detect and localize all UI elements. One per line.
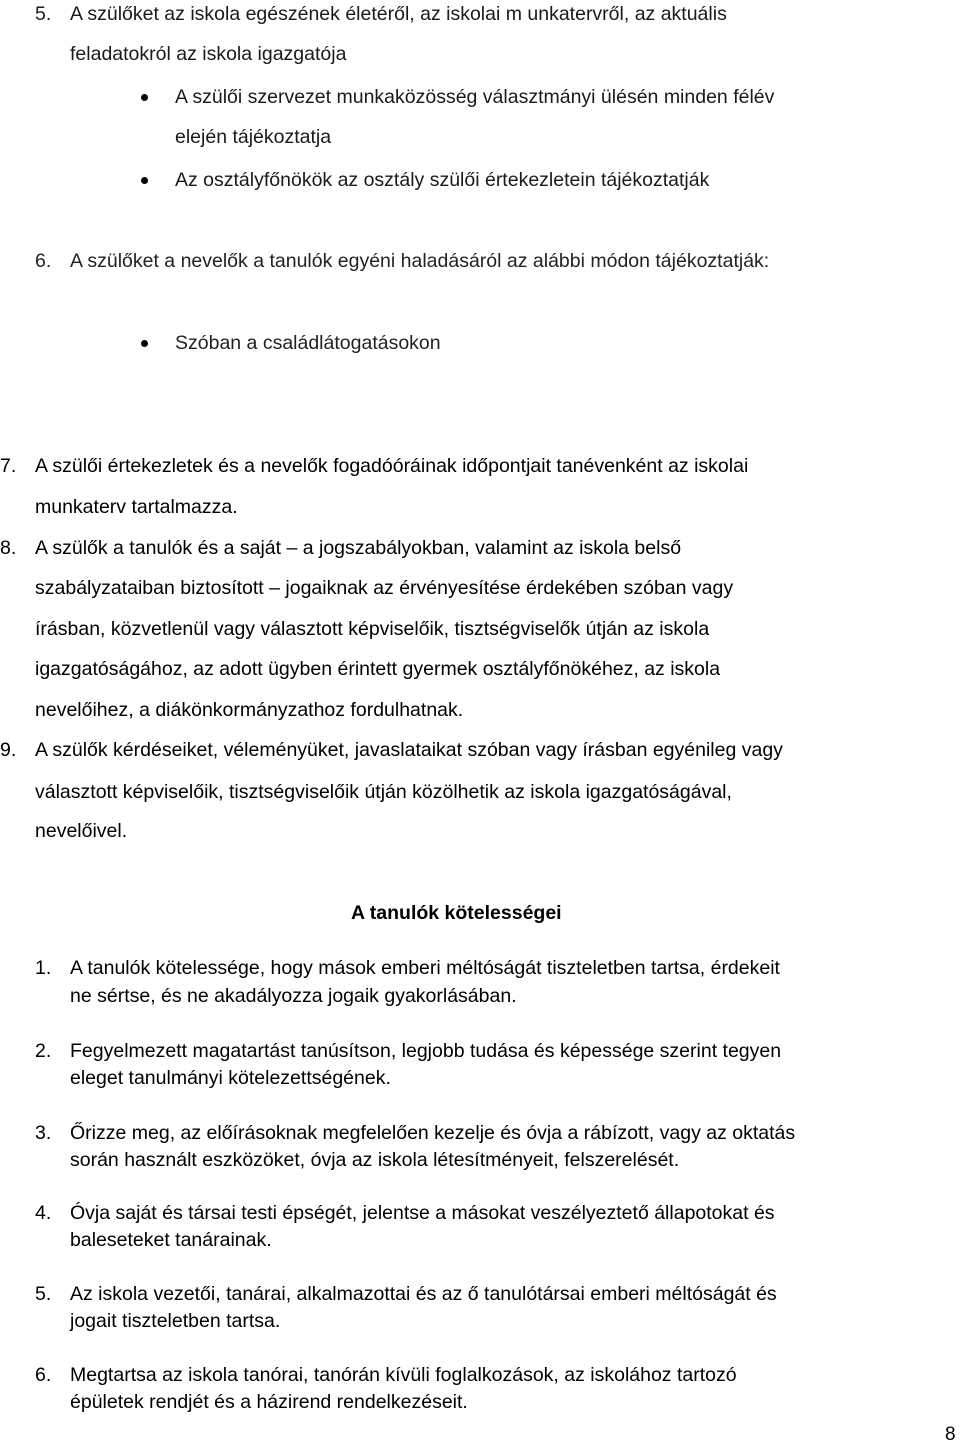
section-6-number: 6. <box>35 250 52 272</box>
duty-4-number: 4. <box>35 1202 52 1224</box>
duty-3-line-2: során használt eszközöket, óvja az iskola létesítményeit, felszerelését. <box>70 1149 680 1171</box>
duty-1-line-2: ne sértse, és ne akadályozza jogaik gyakorlásában. <box>70 985 517 1007</box>
section-8-number: 8. <box>0 537 17 559</box>
duty-2-line-2: eleget tanulmányi kötelezettségének. <box>70 1067 391 1089</box>
section-5-line-1: A szülőket az iskola egészének életéről, az iskolai m unkatervről, az aktuális <box>70 3 727 25</box>
section-8-line-4: igazgatóságához, az adott ügyben érintett gyermek osztályfőnökéhez, az iskola <box>35 658 721 680</box>
section-5-line-2: feladatokról az iskola igazgatója <box>70 43 347 65</box>
bullet-icon <box>141 177 148 184</box>
section-heading: A tanulók kötelességei <box>351 902 562 924</box>
duty-2-number: 2. <box>35 1040 52 1062</box>
section-7-line-2: munkaterv tartalmazza. <box>35 496 238 518</box>
duty-3-line-1: Őrizze meg, az előírásoknak megfelelően kezelje és óvja a rábízott, vagy az oktatás <box>70 1122 796 1144</box>
duty-5-line-1: Az iskola vezetői, tanárai, alkalmazottai és az ő tanulótársai emberi méltóságát és <box>70 1283 777 1305</box>
section-6-line-1: A szülőket a nevelők a tanulók egyéni haladásáról az alábbi módon tájékoztatják: <box>70 250 770 272</box>
section-9-line-1: A szülők kérdéseiket, véleményüket, javaslataikat szóban vagy írásban egyénileg vagy <box>35 739 783 761</box>
duty-2-line-1: Fegyelmezett magatartást tanúsítson, legjobb tudása és képessége szerint tegyen <box>70 1040 782 1062</box>
section-8-line-5: nevelőihez, a diákönkormányzathoz fordulhatnak. <box>35 699 464 721</box>
duty-6-line-1: Megtartsa az iskola tanórai, tanórán kívüli foglalkozások, az iskolához tartozó <box>70 1364 737 1386</box>
duty-5-line-2: jogait tiszteletben tartsa. <box>70 1310 281 1332</box>
duty-3-number: 3. <box>35 1122 52 1144</box>
section-5-bullet-2: Az osztályfőnökök az osztály szülői értekezletein tájékoztatják <box>175 169 710 191</box>
section-8-line-3: írásban, közvetlenül vagy választott képviselőik, tisztségviselők útján az iskola <box>35 618 710 640</box>
page-number: 8 <box>945 1424 956 1445</box>
duty-1-number: 1. <box>35 957 52 979</box>
section-5-number: 5. <box>35 3 52 25</box>
section-7-line-1: A szülői értekezletek és a nevelők fogadóóráinak időpontjait tanévenként az iskolai <box>35 455 749 477</box>
section-5-bullet-1-line-2: elején tájékoztatja <box>175 126 332 148</box>
duty-5-number: 5. <box>35 1283 52 1305</box>
duty-4-line-1: Óvja saját és társai testi épségét, jelentse a másokat veszélyeztető állapotokat és <box>70 1202 775 1224</box>
section-9-number: 9. <box>0 739 17 761</box>
bullet-icon <box>141 340 148 347</box>
section-7-number: 7. <box>0 455 17 477</box>
section-9-line-2: választott képviselőik, tisztségviselőik útján közölhetik az iskola igazgatóságával, <box>35 781 732 803</box>
section-8-line-2: szabályzataiban biztosított – jogaiknak az érvényesítése érdekében szóban vagy <box>35 577 734 599</box>
section-9-line-3: nevelőivel. <box>35 820 128 842</box>
section-8-line-1: A szülők a tanulók és a saját – a jogszabályokban, valamint az iskola belső <box>35 537 682 559</box>
duty-6-number: 6. <box>35 1364 52 1386</box>
bullet-icon <box>141 94 148 101</box>
section-6-bullet-1: Szóban a családlátogatásokon <box>175 332 441 354</box>
duty-6-line-2: épületek rendjét és a házirend rendelkezéseit. <box>70 1391 468 1413</box>
section-5-bullet-1-line-1: A szülői szervezet munkaközösség választmányi ülésén minden félév <box>175 86 775 108</box>
duty-4-line-2: baleseteket tanárainak. <box>70 1229 272 1251</box>
duty-1-line-1: A tanulók kötelessége, hogy mások emberi méltóságát tiszteletben tartsa, érdekeit <box>70 957 780 979</box>
